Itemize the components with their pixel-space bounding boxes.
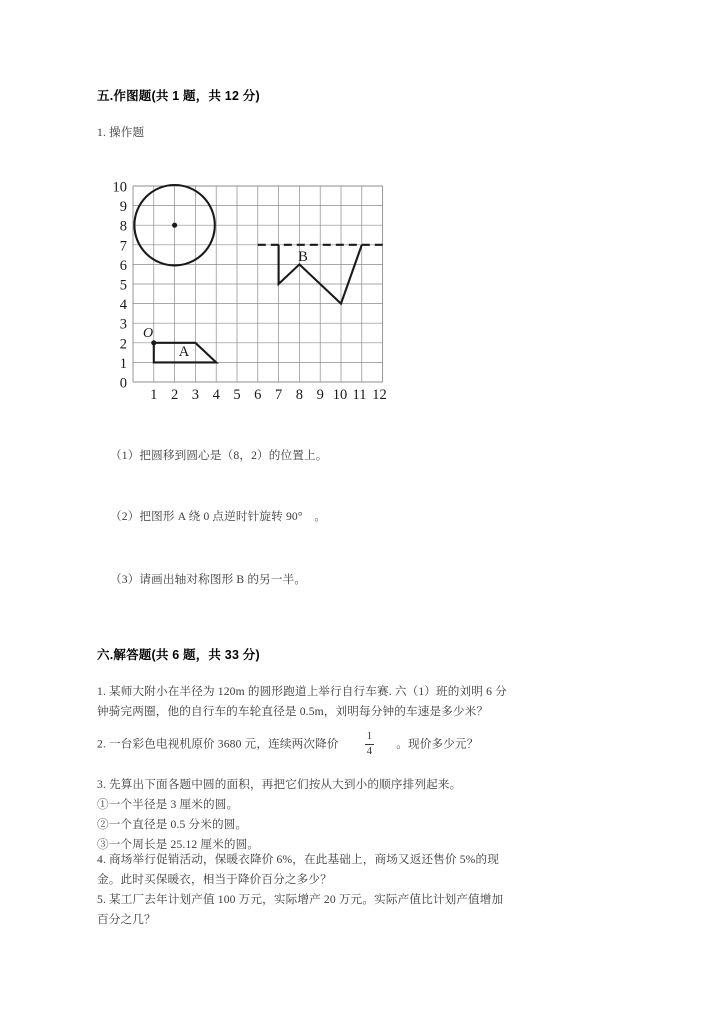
- fraction-denominator: 4: [366, 744, 373, 757]
- answer-question-4-line2: 金。此时买保暖衣，相当于降价百分之多少？: [97, 873, 332, 886]
- svg-text:6: 6: [119, 257, 127, 274]
- svg-text:8: 8: [295, 387, 304, 403]
- sub-question-3: （3）请画出轴对称图形 B 的另一半。: [110, 573, 307, 586]
- x-axis-tick-labels: [150, 387, 387, 403]
- answer-question-5-line2: 百分之几？: [97, 913, 156, 926]
- svg-text:7: 7: [119, 238, 127, 255]
- svg-text:2: 2: [119, 336, 127, 353]
- svg-text:10: 10: [112, 179, 127, 196]
- svg-text:6: 6: [254, 387, 262, 403]
- circle-center-dot: [172, 223, 177, 228]
- sub-question-2: （2）把图形 A 绕 0 点逆时针旋转 90° 。: [110, 510, 327, 523]
- grid-lines: [133, 186, 383, 382]
- answer-question-2-prefix: 2. 一台彩色电视机原价 3680 元，连续两次降价: [97, 737, 339, 751]
- shape-a-label: A: [178, 344, 190, 360]
- coordinate-grid-figure: [100, 170, 400, 405]
- svg-text:1: 1: [119, 355, 127, 372]
- question-operation-label: 1. 操作题: [97, 126, 145, 139]
- answer-question-2-line: [97, 731, 643, 757]
- svg-text:12: 12: [372, 387, 387, 403]
- answer-question-3-item-1: ①一个半径是 3 厘米的圆。: [97, 798, 239, 811]
- sub-question-1: （1）把圆移到圆心是（8，2）的位置上。: [110, 449, 328, 462]
- svg-text:11: 11: [352, 387, 367, 403]
- svg-text:1: 1: [150, 387, 158, 403]
- answer-question-1-line1: 1. 某师大附小在半径为 120m 的圆形跑道上举行自行车赛. 六（1）班的刘明 6 分: [97, 685, 507, 698]
- answer-question-3-line1: 3. 先算出下面各题中圆的面积，再把它们按从大到小的顺序排列起来。: [97, 778, 462, 791]
- svg-text:4: 4: [119, 297, 127, 314]
- answer-question-5: [97, 890, 643, 930]
- svg-text:5: 5: [119, 277, 127, 294]
- shape-b-label: B: [298, 249, 308, 265]
- svg-text:4: 4: [212, 387, 220, 403]
- y-axis-tick-labels: [113, 180, 128, 392]
- answer-question-4: [97, 850, 643, 890]
- svg-text:3: 3: [191, 387, 200, 403]
- svg-text:0: 0: [119, 375, 127, 392]
- section-heading-answer: 六.解答题(共 6 题，共 33 分): [97, 648, 260, 662]
- answer-question-1: [97, 682, 643, 722]
- answer-question-4-line1: 4. 商场举行促销活动，保暖衣降价 6%，在此基础上，商场又返还售价 5%的现: [97, 853, 499, 866]
- svg-text:3: 3: [119, 316, 127, 333]
- svg-text:9: 9: [316, 387, 324, 403]
- coordinate-grid-svg: [100, 170, 400, 405]
- answer-question-3-item-3: ③一个周长是 25.12 厘米的圆。: [97, 838, 260, 851]
- answer-question-2: [97, 731, 643, 757]
- fraction-one-quarter: [365, 731, 375, 757]
- answer-question-1-line2: 钟骑完两圈，他的自行车的车轮直径是 0.5m，刘明每分钟的车速是多少米？: [97, 705, 489, 718]
- svg-text:9: 9: [119, 199, 127, 216]
- origin-label: O: [142, 326, 154, 341]
- svg-text:2: 2: [170, 387, 179, 403]
- fraction-numerator: 1: [366, 730, 373, 742]
- svg-text:5: 5: [233, 387, 241, 403]
- svg-text:7: 7: [274, 387, 283, 403]
- section-heading-drawing: 五.作图题(共 1 题，共 12 分): [97, 89, 260, 103]
- svg-text:8: 8: [119, 218, 127, 235]
- answer-question-3: [97, 775, 643, 855]
- answer-question-2-suffix: 。现价多少元？: [396, 737, 479, 751]
- answer-question-5-line1: 5. 某工厂去年计划产值 100 万元，实际增产 20 万元。实际产值比计划产值增加: [97, 893, 504, 906]
- svg-text:10: 10: [332, 387, 348, 403]
- answer-question-3-item-2: ②一个直径是 0.5 分米的圆。: [97, 818, 248, 831]
